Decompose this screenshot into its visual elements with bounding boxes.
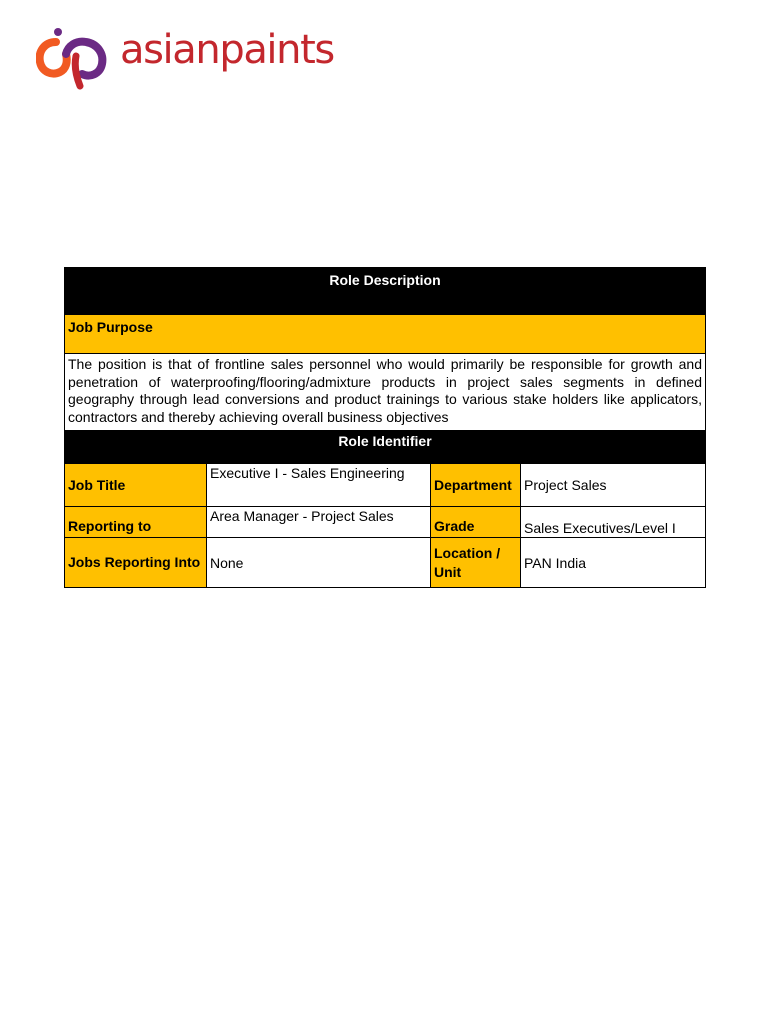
role-description-table [64,267,706,588]
table-row [65,538,706,588]
reporting-to-label: Reporting to [65,507,207,538]
job-title-value: Executive I - Sales Engineering [207,464,431,507]
reporting-to-value: Area Manager - Project Sales [207,507,431,538]
table-row [65,507,706,538]
jobs-reporting-into-label: Jobs Reporting Into [65,538,207,588]
asianpaints-logo-mark-icon [36,26,114,90]
role-identifier-header: Role Identifier [65,431,706,464]
job-purpose-text: The position is that of frontline sales personnel who would primarily be responsible for growth and penetration of waterproofing/flooring/admixture products in project sales segments in defined geography through lead conversions and product trainings to various stake holders like applicators, contractors and thereby achieving overall business objectives [65,354,706,431]
asianpaints-logo [36,26,356,90]
grade-value: Sales Executives/Level I [521,507,706,538]
table-row [65,464,706,507]
department-label: Department [431,464,521,507]
department-value: Project Sales [521,464,706,507]
role-description-header: Role Description [65,268,706,315]
job-purpose-label: Job Purpose [65,315,706,354]
location-unit-value: PAN India [521,538,706,588]
location-unit-label: Location / Unit [431,538,521,588]
jobs-reporting-into-value: None [207,538,431,588]
job-title-label: Job Title [65,464,207,507]
grade-label: Grade [431,507,521,538]
asianpaints-logo-text: asianpaints [120,27,334,73]
